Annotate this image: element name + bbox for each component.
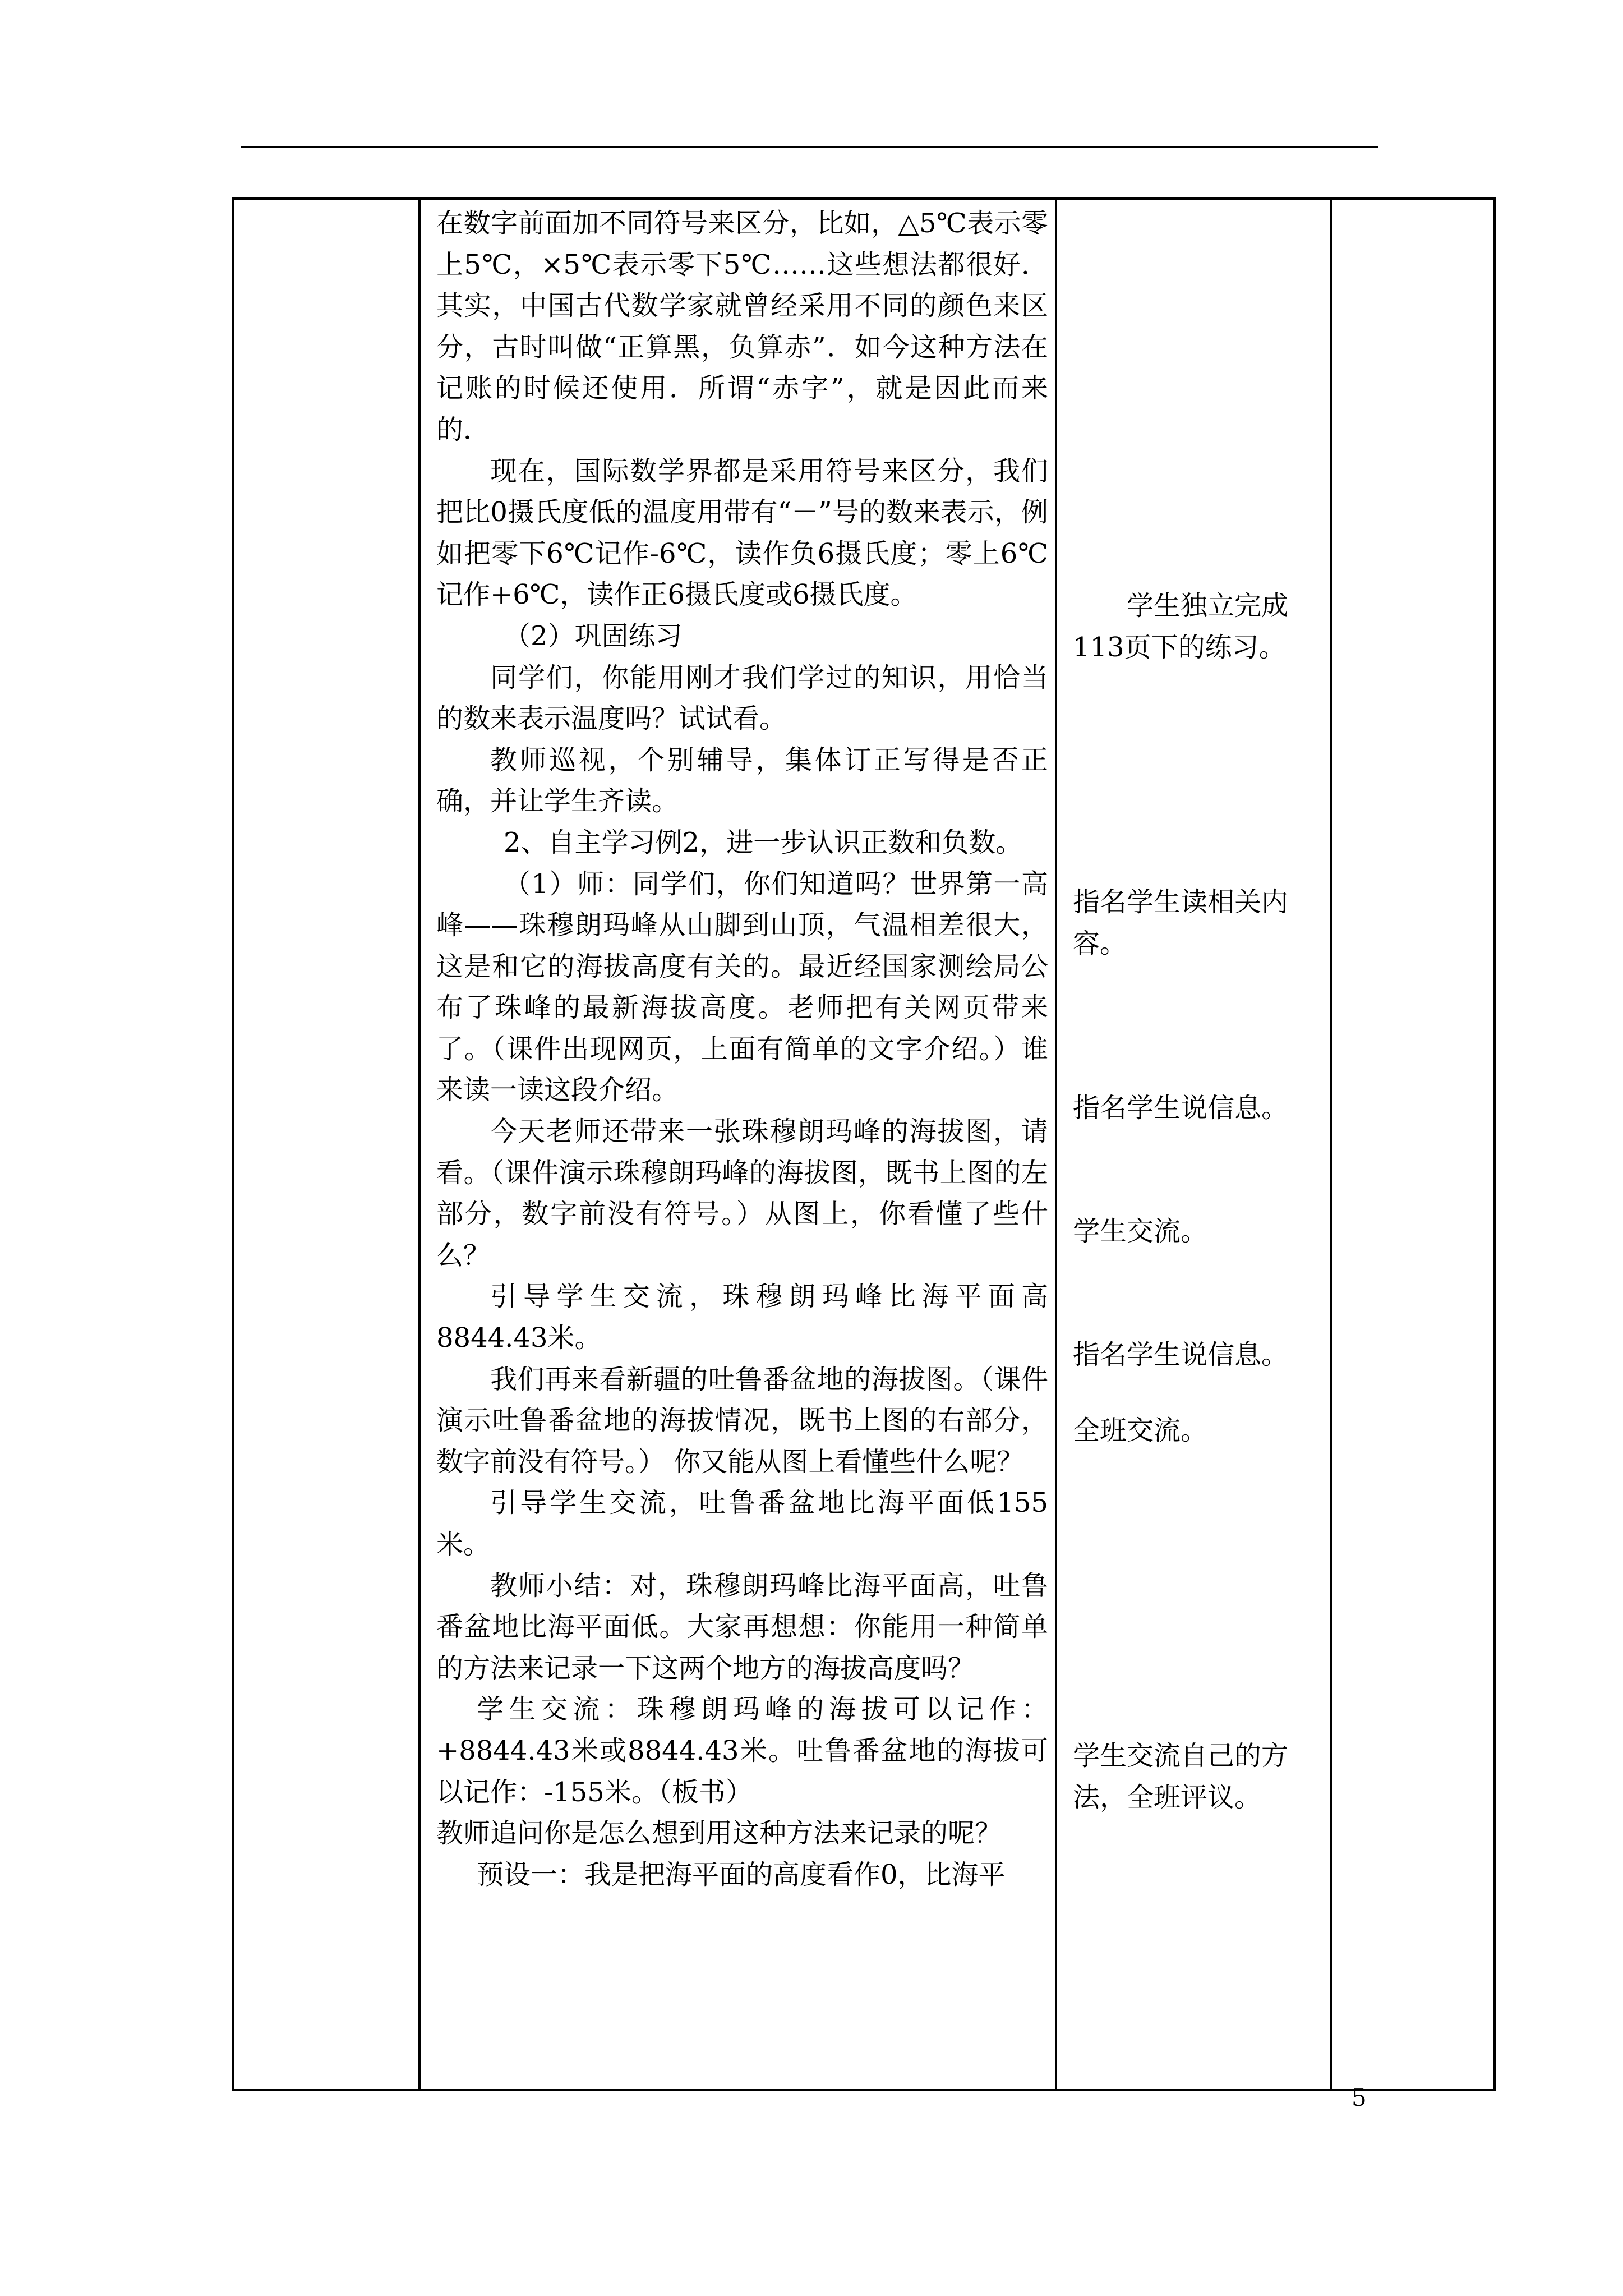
lesson-paragraph: 引导学生交流，珠穆朗玛峰比海平面高8844.43米。 [436, 1281, 1048, 1354]
remarks-cell [1331, 199, 1495, 2090]
lesson-paragraph: 引导学生交流，吐鲁番盆地比海平面低155米。 [436, 1487, 1048, 1560]
lesson-paragraph: 学生交流：珠穆朗玛峰的海拔可以记作：+8844.43米或8844.43米。吐鲁番盆地的海拔可以记作：-155米。（板书） [436, 1694, 1048, 1808]
lesson-paragraph: 同学们，你能用刚才我们学过的知识，用恰当的数来表示温度吗？试试看。 [436, 661, 1048, 735]
lesson-paragraph: （2）巩固练习 [504, 620, 683, 652]
lesson-paragraph: 今天老师还带来一张珠穆朗玛峰的海拔图，请看。（课件演示珠穆朗玛峰的海拔图，既书上图的左部分，数字前没有符号。）从图上，你看懂了些什么？ [436, 1116, 1048, 1271]
lesson-paragraph: 2、自主学习例2，进一步认识正数和负数。 [504, 826, 1023, 858]
student-activity-note: 学生交流。 [1073, 1216, 1208, 1247]
lesson-paragraph: 教师巡视，个别辅导，集体订正写得是否正确，并让学生齐读。 [436, 744, 1048, 817]
student-activity-note: 学生交流自己的方法，全班评议。 [1073, 1740, 1289, 1813]
student-activity-note: 指名学生说信息。 [1073, 1092, 1289, 1124]
stage-cell [233, 199, 419, 2090]
lesson-paragraph: 在数字前面加不同符号来区分，比如，△5℃表示零上5℃，×5℃表示零下5℃……这些想法都很好．其实，中国古代数学家就曾经采用不同的颜色来区分，古时叫做“正算黑，负算赤”．如今这种方法在记账的时候还使用．所谓“赤字”，就是因此而来的． [436, 208, 1048, 445]
student-activity-note: 指名学生读相关内容。 [1073, 886, 1289, 959]
lesson-plan-table [232, 197, 1496, 2091]
student-activity-cell [1056, 199, 1331, 2090]
lesson-paragraph: （1）师：同学们，你们知道吗？世界第一高峰——珠穆朗玛峰从山脚到山顶，气温相差很大，这是和它的海拔高度有关的。最近经国家测绘局公布了珠峰的最新海拔高度。老师把有关网页带来了。（课件出现网页，上面有简单的文字介绍。）谁来读一读这段介绍。 [436, 868, 1048, 1106]
lesson-paragraph: 现在，国际数学界都是采用符号来区分，我们把比0摄氏度低的温度用带有“－”号的数来表示，例如把零下6℃记作-6℃，读作负6摄氏度；零上6℃记作+6℃，读作正6摄氏度或6摄氏度。 [436, 455, 1048, 611]
lesson-paragraph: 我们再来看新疆的吐鲁番盆地的海拔图。（课件演示吐鲁番盆地的海拔情况，既书上图的右部分，数字前没有符号。） 你又能从图上看懂些什么呢？ [436, 1363, 1048, 1478]
teaching-process-cell [419, 199, 1056, 2090]
header-rule [241, 146, 1378, 148]
student-activity-note: 学生独立完成113页下的练习。 [1073, 590, 1289, 663]
lesson-paragraph: 预设一：我是把海平面的高度看作0，比海平 [477, 1858, 1006, 1890]
lesson-paragraph: 教师小结：对，珠穆朗玛峰比海平面高，吐鲁番盆地比海平面低。大家再想想：你能用一种简单的方法来记录一下这两个地方的海拔高度吗？ [436, 1570, 1048, 1684]
lesson-paragraph: 教师追问你是怎么想到用这种方法来记录的呢？ [436, 1818, 1002, 1849]
table-row [233, 199, 1495, 2090]
page-number: 5 [1352, 2084, 1367, 2111]
student-activity-note: 全班交流。 [1073, 1415, 1208, 1446]
teaching-process-text [421, 200, 1055, 1895]
student-activity-note: 指名学生说信息。 [1073, 1339, 1289, 1370]
